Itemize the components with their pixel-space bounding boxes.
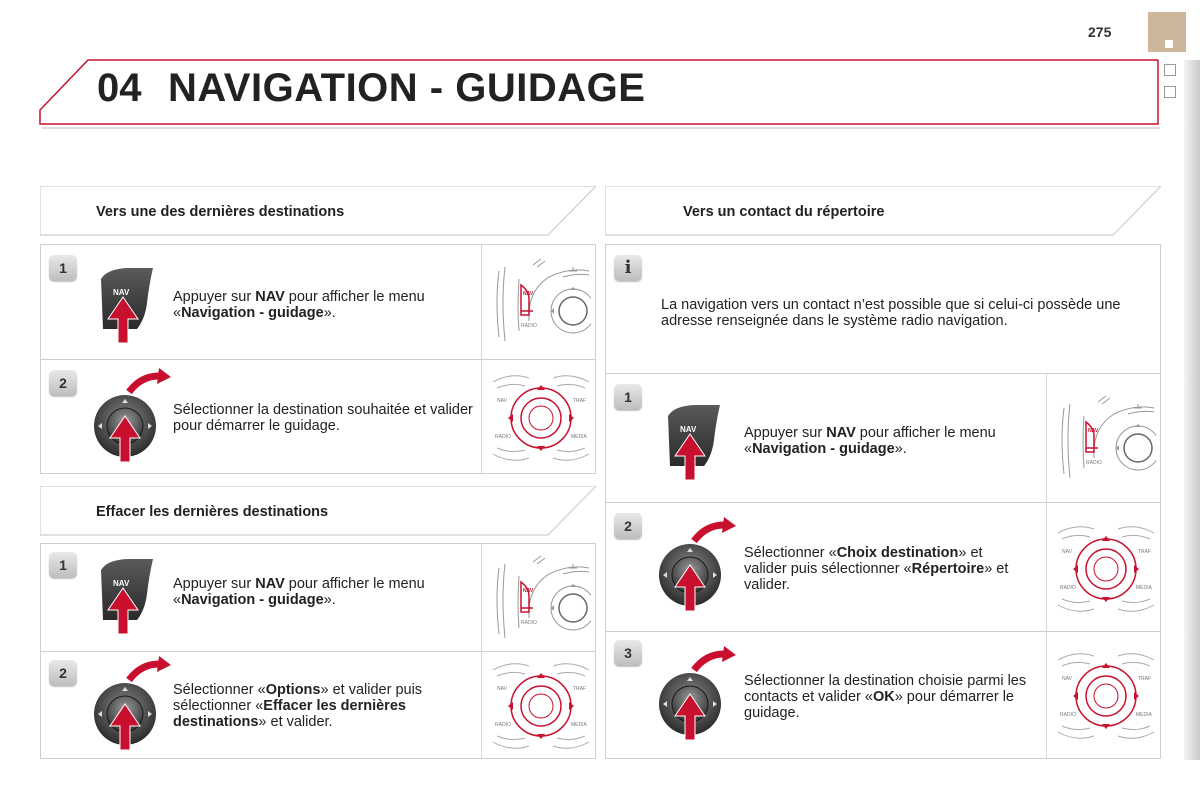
chapter-title: NAVIGATION - GUIDAGE: [168, 66, 646, 110]
step-text: Appuyer sur NAV pour afficher le menu «Navigation - guidage».: [173, 289, 425, 321]
step-box: [605, 502, 1161, 632]
step-badge: 1: [49, 255, 77, 281]
info-icon: i: [614, 255, 642, 281]
info-text: La navigation vers un contact n’est possible que si celui-ci possède une adresse renseignée dans le système radio navigation.: [661, 297, 1121, 329]
rotary-console-illustration: [1054, 519, 1158, 619]
step-text: Sélectionner la destination souhaitée et valider pour démarrer le guidage.: [173, 402, 473, 434]
step-text: Sélectionner la destination choisie parmi les contacts et valider «OK» pour démarrer le guidage.: [744, 673, 1027, 721]
svg-text:TRAF: TRAF: [573, 686, 587, 692]
step-box: [605, 631, 1161, 759]
rotary-knob-icon: [658, 517, 738, 617]
svg-text:MEDIA: MEDIA: [1136, 712, 1152, 718]
svg-text:NAV: NAV: [497, 686, 507, 692]
svg-text:RADIO: RADIO: [495, 722, 511, 728]
rotary-knob-icon: [93, 368, 173, 468]
svg-text:MEDIA: MEDIA: [571, 434, 587, 440]
rotary-knob-icon: [93, 656, 173, 756]
svg-text:TRAF: TRAF: [1138, 549, 1152, 555]
step-text: Sélectionner «Options» et valider puis sélectionner «Effacer les dernières destinations» et valider.: [173, 682, 423, 730]
index-square-2: [1164, 86, 1176, 98]
step-badge: 3: [614, 640, 642, 666]
step-text: Appuyer sur NAV pour afficher le menu «Navigation - guidage».: [744, 425, 996, 457]
rotary-console-illustration: [489, 656, 593, 756]
svg-text:NAV: NAV: [680, 425, 697, 434]
svg-text:TRAF: TRAF: [1138, 676, 1152, 682]
index-square-1: [1164, 64, 1176, 76]
svg-text:RADIO: RADIO: [495, 434, 511, 440]
step-badge: 1: [49, 552, 77, 578]
svg-text:NAV: NAV: [523, 588, 534, 594]
step-box: [40, 543, 596, 652]
page-edge-shadow: [1184, 60, 1200, 760]
svg-text:TRAF: TRAF: [573, 398, 587, 404]
section-header-contact: [605, 186, 1161, 236]
nav-console-illustration: [489, 251, 591, 353]
step-badge: 2: [614, 513, 642, 539]
section-title: Effacer les dernières destinations: [96, 504, 329, 520]
step-text: Appuyer sur NAV pour afficher le menu «Navigation - guidage».: [173, 576, 425, 608]
chapter-number: 04: [97, 66, 142, 110]
nav-console-illustration: [489, 548, 591, 650]
svg-text:RADIO: RADIO: [1086, 460, 1102, 466]
svg-text:RADIO: RADIO: [521, 323, 537, 329]
svg-text:NAV: NAV: [1088, 428, 1099, 434]
nav-button-icon: [664, 402, 736, 482]
rotary-knob-icon: [658, 646, 738, 746]
step-badge: 2: [49, 660, 77, 686]
rotary-console-illustration: [489, 368, 593, 468]
section-title: Vers une des dernières destinations: [96, 204, 345, 220]
svg-text:RADIO: RADIO: [1060, 712, 1076, 718]
corner-tab-marker: [1165, 40, 1173, 48]
svg-text:NAV: NAV: [1062, 549, 1072, 555]
svg-text:RADIO: RADIO: [521, 620, 537, 626]
step-badge: 2: [49, 370, 77, 396]
svg-text:NAV: NAV: [113, 579, 130, 588]
step-box: [605, 373, 1161, 503]
step-box: [40, 651, 596, 759]
info-box: [605, 244, 1161, 374]
section-title: Vers un contact du répertoire: [683, 204, 885, 220]
svg-text:NAV: NAV: [113, 288, 130, 297]
step-box: [40, 244, 596, 360]
nav-button-icon: [97, 556, 169, 636]
svg-text:NAV: NAV: [497, 398, 507, 404]
nav-button-icon: [97, 265, 169, 345]
step-badge: 1: [614, 384, 642, 410]
svg-text:NAV: NAV: [523, 291, 534, 297]
page-number: 275: [1088, 24, 1112, 40]
section-header-clear-destinations: [40, 486, 596, 536]
svg-text:MEDIA: MEDIA: [571, 722, 587, 728]
nav-console-illustration: [1054, 388, 1156, 490]
svg-text:NAV: NAV: [1062, 676, 1072, 682]
rotary-console-illustration: [1054, 646, 1158, 746]
step-box: [40, 359, 596, 474]
section-header-last-destinations: [40, 186, 596, 236]
svg-text:RADIO: RADIO: [1060, 585, 1076, 591]
svg-text:MEDIA: MEDIA: [1136, 585, 1152, 591]
step-text: Sélectionner «Choix destination» et valider puis sélectionner «Répertoire» et valider.: [744, 545, 1009, 593]
